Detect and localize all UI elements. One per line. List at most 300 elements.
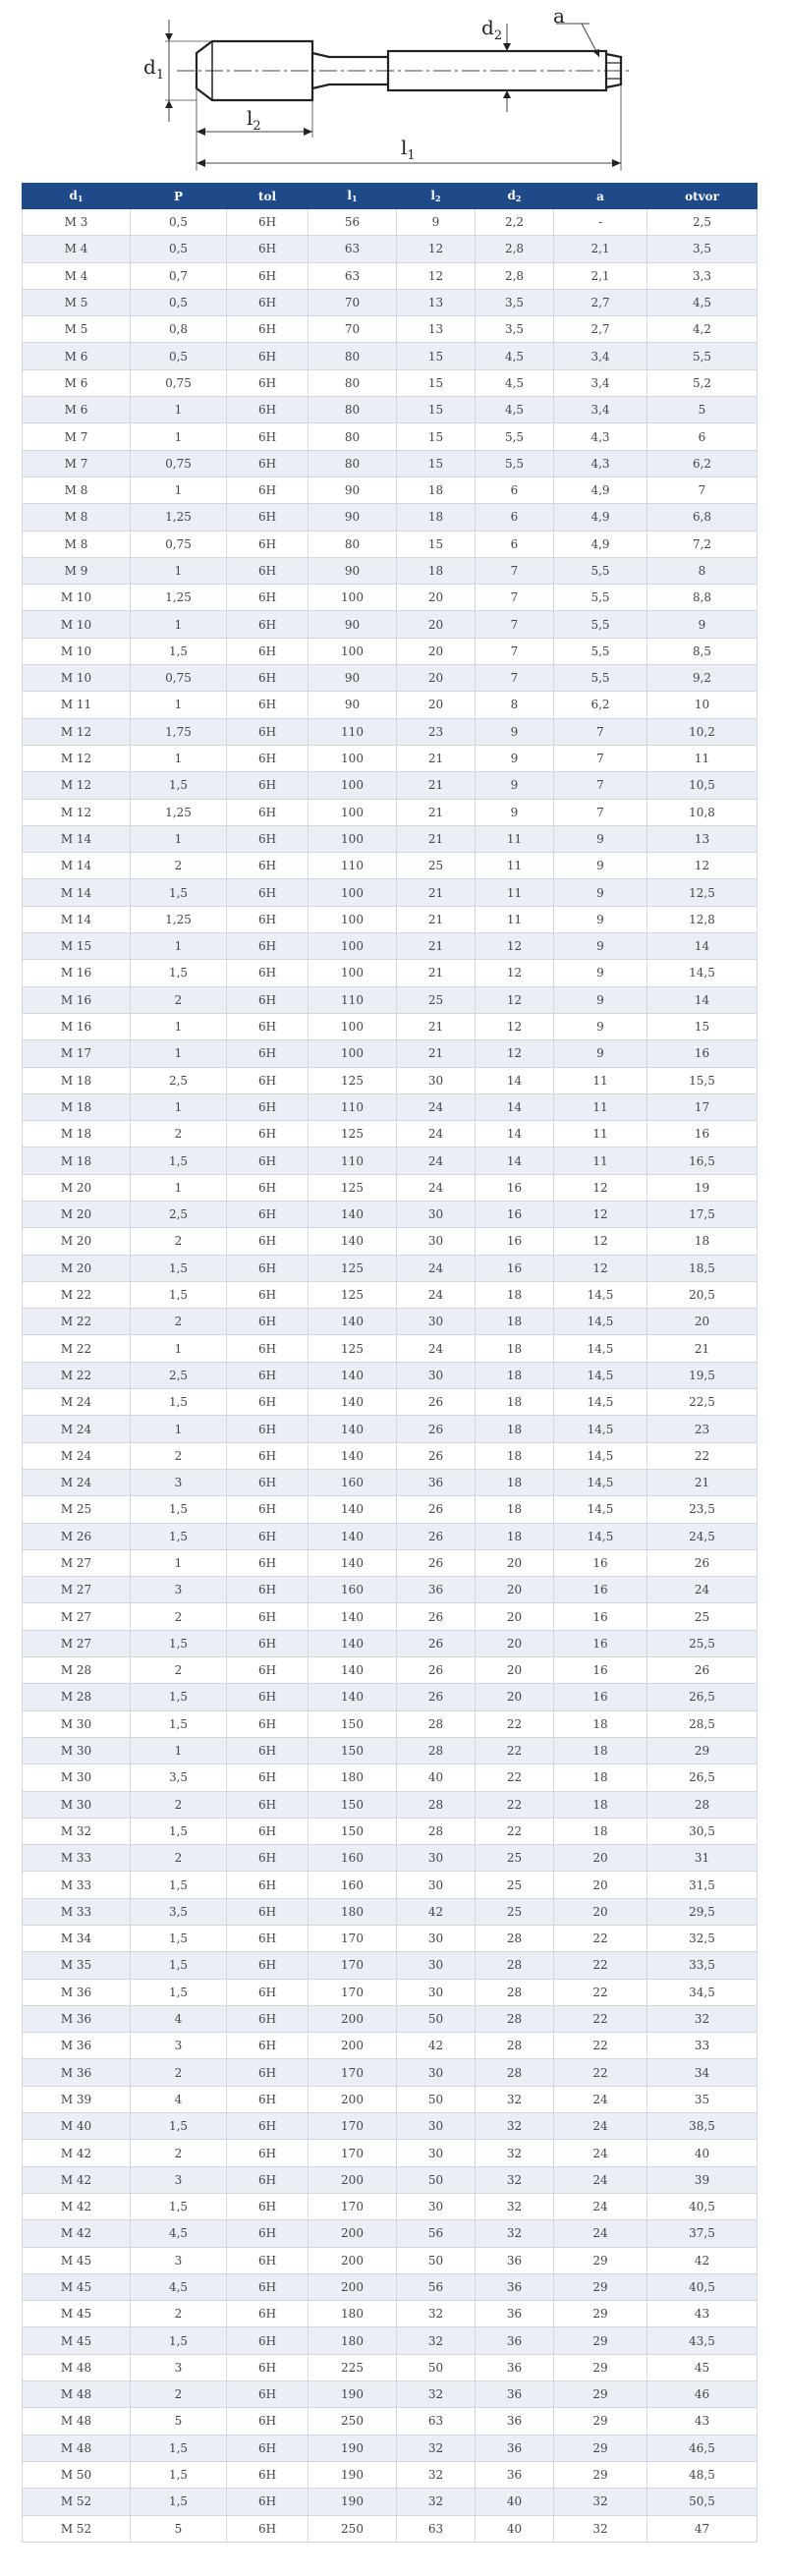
- cell-tol: 6H: [227, 1603, 309, 1630]
- cell-a: 5,5: [554, 638, 647, 664]
- cell-p: 1: [131, 692, 227, 718]
- cell-otvor: 14,5: [647, 960, 758, 986]
- cell-d1: M 36: [23, 2059, 131, 2086]
- cell-p: 1: [131, 611, 227, 638]
- cell-p: 3: [131, 2247, 227, 2273]
- cell-otvor: 33: [647, 2033, 758, 2059]
- cell-a: 16: [554, 1657, 647, 1684]
- cell-a: 18: [554, 1737, 647, 1764]
- cell-a: 29: [554, 2354, 647, 2380]
- cell-d1: M 34: [23, 1926, 131, 1952]
- cell-a: 2,1: [554, 262, 647, 289]
- cell-d2: 2,8: [476, 236, 554, 262]
- cell-l2: 30: [397, 1979, 476, 2005]
- cell-tol: 6H: [227, 1469, 309, 1495]
- cell-l2: 21: [397, 1040, 476, 1067]
- cell-d1: M 33: [23, 1898, 131, 1925]
- cell-d1: M 20: [23, 1228, 131, 1255]
- table-header-row: [23, 184, 758, 209]
- cell-l1: 140: [309, 1201, 397, 1227]
- cell-p: 0,8: [131, 316, 227, 343]
- cell-l2: 21: [397, 825, 476, 852]
- cell-otvor: 24,5: [647, 1523, 758, 1549]
- table-row: [23, 1523, 758, 1549]
- cell-l2: 24: [397, 1174, 476, 1201]
- cell-a: 16: [554, 1577, 647, 1603]
- cell-tol: 6H: [227, 585, 309, 611]
- cell-tol: 6H: [227, 289, 309, 315]
- cell-d2: 3,5: [476, 289, 554, 315]
- cell-p: 0,75: [131, 665, 227, 692]
- cell-l1: 170: [309, 1979, 397, 2005]
- cell-l1: 140: [309, 1630, 397, 1656]
- cell-l2: 32: [397, 2435, 476, 2461]
- cell-l2: 15: [397, 531, 476, 557]
- cell-a: 29: [554, 2435, 647, 2461]
- cell-l1: 90: [309, 665, 397, 692]
- cell-a: 11: [554, 1148, 647, 1174]
- cell-d2: 7: [476, 557, 554, 584]
- cell-l2: 50: [397, 2354, 476, 2380]
- cell-d1: M 48: [23, 2381, 131, 2408]
- cell-otvor: 22: [647, 1442, 758, 1469]
- cell-tol: 6H: [227, 2273, 309, 2300]
- table-row: [23, 1791, 758, 1818]
- column-header-p: P: [131, 184, 227, 209]
- cell-d1: M 24: [23, 1389, 131, 1416]
- cell-l2: 18: [397, 476, 476, 503]
- table-row: [23, 1657, 758, 1684]
- cell-d1: M 10: [23, 585, 131, 611]
- cell-p: 1: [131, 933, 227, 960]
- cell-tol: 6H: [227, 2220, 309, 2247]
- cell-l2: 28: [397, 1737, 476, 1764]
- cell-d2: 3,5: [476, 316, 554, 343]
- cell-a: 2,7: [554, 316, 647, 343]
- cell-otvor: 19: [647, 1174, 758, 1201]
- cell-p: 1,5: [131, 2461, 227, 2488]
- cell-p: 1,5: [131, 1872, 227, 1898]
- cell-a: 14,5: [554, 1335, 647, 1362]
- cell-otvor: 19,5: [647, 1362, 758, 1388]
- cell-d2: 11: [476, 879, 554, 906]
- cell-d2: 28: [476, 1952, 554, 1979]
- cell-p: 2: [131, 853, 227, 879]
- cell-tol: 6H: [227, 2247, 309, 2273]
- cell-p: 1: [131, 557, 227, 584]
- cell-d2: 9: [476, 745, 554, 771]
- cell-l2: 30: [397, 1845, 476, 1872]
- cell-l1: 90: [309, 692, 397, 718]
- cell-l2: 26: [397, 1416, 476, 1442]
- cell-p: 1,5: [131, 2489, 227, 2515]
- cell-d1: M 45: [23, 2327, 131, 2354]
- table-row: [23, 1603, 758, 1630]
- table-row: [23, 1442, 758, 1469]
- cell-d1: M 36: [23, 2005, 131, 2032]
- cell-d2: 32: [476, 2086, 554, 2112]
- cell-l2: 15: [397, 343, 476, 369]
- cell-a: 9: [554, 853, 647, 879]
- cell-l2: 24: [397, 1148, 476, 1174]
- column-header-d1: $d_1$: [23, 184, 131, 209]
- cell-d2: 36: [476, 2381, 554, 2408]
- cell-tol: 6H: [227, 1845, 309, 1872]
- cell-tol: 6H: [227, 2193, 309, 2219]
- cell-p: 4,5: [131, 2273, 227, 2300]
- cell-l1: 63: [309, 236, 397, 262]
- cell-d2: 28: [476, 2059, 554, 2086]
- cell-d1: M 42: [23, 2193, 131, 2219]
- table-row: [23, 1067, 758, 1093]
- cell-a: 14,5: [554, 1442, 647, 1469]
- cell-p: 2,5: [131, 1067, 227, 1093]
- cell-l1: 190: [309, 2435, 397, 2461]
- cell-tol: 6H: [227, 906, 309, 932]
- cell-d2: 25: [476, 1872, 554, 1898]
- cell-d1: M 42: [23, 2140, 131, 2166]
- cell-otvor: 35: [647, 2086, 758, 2112]
- table-row: [23, 2193, 758, 2219]
- cell-p: 1: [131, 825, 227, 852]
- cell-a: 22: [554, 2005, 647, 2032]
- cell-otvor: 40,5: [647, 2273, 758, 2300]
- cell-tol: 6H: [227, 665, 309, 692]
- cell-p: 1,5: [131, 960, 227, 986]
- cell-p: 0,5: [131, 236, 227, 262]
- cell-p: 1,5: [131, 2327, 227, 2354]
- cell-l2: 63: [397, 2515, 476, 2542]
- cell-d1: M 16: [23, 1013, 131, 1039]
- cell-l2: 26: [397, 1549, 476, 1576]
- cell-l1: 200: [309, 2247, 397, 2273]
- cell-p: 1: [131, 1174, 227, 1201]
- cell-l1: 100: [309, 960, 397, 986]
- cell-l2: 26: [397, 1523, 476, 1549]
- cell-d2: 25: [476, 1898, 554, 1925]
- cell-tol: 6H: [227, 1174, 309, 1201]
- cell-l2: 24: [397, 1121, 476, 1148]
- table-row: [23, 1093, 758, 1120]
- cell-p: 5: [131, 2515, 227, 2542]
- cell-tol: 6H: [227, 960, 309, 986]
- cell-d2: 18: [476, 1309, 554, 1335]
- cell-l2: 40: [397, 1764, 476, 1791]
- cell-tol: 6H: [227, 531, 309, 557]
- table-row: [23, 1630, 758, 1656]
- cell-tol: 6H: [227, 1496, 309, 1523]
- cell-p: 0,75: [131, 450, 227, 476]
- cell-l2: 21: [397, 933, 476, 960]
- cell-l1: 100: [309, 638, 397, 664]
- cell-l1: 110: [309, 853, 397, 879]
- cell-l2: 21: [397, 906, 476, 932]
- cell-a: 9: [554, 960, 647, 986]
- cell-p: 1,5: [131, 1952, 227, 1979]
- cell-tol: 6H: [227, 1228, 309, 1255]
- table-row: [23, 2113, 758, 2140]
- cell-l1: 56: [309, 209, 397, 236]
- cell-a: 5,5: [554, 665, 647, 692]
- cell-l2: 21: [397, 799, 476, 825]
- cell-a: 20: [554, 1872, 647, 1898]
- cell-l2: 24: [397, 1255, 476, 1281]
- table-row: [23, 316, 758, 343]
- cell-tol: 6H: [227, 1335, 309, 1362]
- cell-tol: 6H: [227, 2059, 309, 2086]
- cell-otvor: 28,5: [647, 1710, 758, 1737]
- cell-otvor: 39: [647, 2166, 758, 2193]
- column-header-a: a: [554, 184, 647, 209]
- cell-l2: 23: [397, 718, 476, 745]
- cell-p: 1,5: [131, 1496, 227, 1523]
- table-row: [23, 531, 758, 557]
- cell-l2: 30: [397, 1309, 476, 1335]
- cell-a: 3,4: [554, 343, 647, 369]
- cell-tol: 6H: [227, 1148, 309, 1174]
- cell-d2: 32: [476, 2113, 554, 2140]
- cell-otvor: 43: [647, 2301, 758, 2327]
- cell-l2: 28: [397, 1710, 476, 1737]
- cell-tol: 6H: [227, 2005, 309, 2032]
- cell-l2: 36: [397, 1469, 476, 1495]
- cell-otvor: 16: [647, 1040, 758, 1067]
- cell-l2: 56: [397, 2273, 476, 2300]
- cell-a: 4,3: [554, 450, 647, 476]
- cell-d1: M 28: [23, 1684, 131, 1710]
- cell-p: 3: [131, 1469, 227, 1495]
- cell-otvor: 10,2: [647, 718, 758, 745]
- cell-tol: 6H: [227, 1201, 309, 1227]
- cell-p: 0,7: [131, 262, 227, 289]
- cell-tol: 6H: [227, 1791, 309, 1818]
- cell-l2: 32: [397, 2461, 476, 2488]
- table-row: [23, 1549, 758, 1576]
- cell-otvor: 8: [647, 557, 758, 584]
- cell-d2: 7: [476, 665, 554, 692]
- cell-tol: 6H: [227, 692, 309, 718]
- table-row: [23, 879, 758, 906]
- cell-p: 1,25: [131, 504, 227, 531]
- cell-tol: 6H: [227, 316, 309, 343]
- cell-otvor: 30,5: [647, 1818, 758, 1844]
- table-row: [23, 2033, 758, 2059]
- cell-l1: 140: [309, 1496, 397, 1523]
- cell-otvor: 23,5: [647, 1496, 758, 1523]
- table-row: [23, 1684, 758, 1710]
- cell-d2: 22: [476, 1764, 554, 1791]
- cell-d2: 4,5: [476, 369, 554, 396]
- cell-d1: M 5: [23, 316, 131, 343]
- cell-d2: 11: [476, 825, 554, 852]
- table-row: [23, 2381, 758, 2408]
- cell-l1: 180: [309, 1764, 397, 1791]
- cell-a: 14,5: [554, 1469, 647, 1495]
- cell-otvor: 34,5: [647, 1979, 758, 2005]
- cell-l2: 28: [397, 1818, 476, 1844]
- cell-a: 20: [554, 1898, 647, 1925]
- cell-p: 1,25: [131, 585, 227, 611]
- cell-otvor: 9: [647, 611, 758, 638]
- table-row: [23, 665, 758, 692]
- cell-p: 3: [131, 2166, 227, 2193]
- cell-tol: 6H: [227, 1684, 309, 1710]
- cell-otvor: 46: [647, 2381, 758, 2408]
- cell-l1: 90: [309, 557, 397, 584]
- column-header-otvor: otvor: [647, 184, 758, 209]
- cell-tol: 6H: [227, 1657, 309, 1684]
- cell-p: 3,5: [131, 1898, 227, 1925]
- cell-p: 1,5: [131, 1523, 227, 1549]
- cell-otvor: 21: [647, 1335, 758, 1362]
- tap-outline-diagram: [0, 0, 786, 183]
- cell-otvor: 3,3: [647, 262, 758, 289]
- cell-a: 4,9: [554, 476, 647, 503]
- cell-a: 24: [554, 2166, 647, 2193]
- cell-d2: 20: [476, 1684, 554, 1710]
- cell-p: 2,5: [131, 1362, 227, 1388]
- cell-tol: 6H: [227, 423, 309, 450]
- table-row: [23, 450, 758, 476]
- cell-l1: 200: [309, 2086, 397, 2112]
- cell-tol: 6H: [227, 1523, 309, 1549]
- cell-otvor: 5,5: [647, 343, 758, 369]
- cell-d2: 12: [476, 960, 554, 986]
- table-row: [23, 2140, 758, 2166]
- cell-d1: M 52: [23, 2515, 131, 2542]
- cell-p: 2: [131, 986, 227, 1013]
- cell-d1: M 12: [23, 772, 131, 799]
- table-row: [23, 2301, 758, 2327]
- cell-tol: 6H: [227, 2113, 309, 2140]
- cell-otvor: 18,5: [647, 1255, 758, 1281]
- cell-l1: 90: [309, 476, 397, 503]
- cell-l2: 32: [397, 2381, 476, 2408]
- cell-l1: 100: [309, 933, 397, 960]
- cell-d2: 36: [476, 2461, 554, 2488]
- table-row: [23, 2220, 758, 2247]
- cell-a: 2,7: [554, 289, 647, 315]
- table-row: [23, 1416, 758, 1442]
- table-row: [23, 2247, 758, 2273]
- cell-d1: M 8: [23, 476, 131, 503]
- cell-l2: 20: [397, 665, 476, 692]
- a-dimension-label: a: [553, 4, 565, 28]
- cell-otvor: 17,5: [647, 1201, 758, 1227]
- cell-otvor: 17: [647, 1093, 758, 1120]
- cell-d2: 16: [476, 1201, 554, 1227]
- cell-l2: 25: [397, 986, 476, 1013]
- cell-d1: M 27: [23, 1630, 131, 1656]
- cell-tol: 6H: [227, 504, 309, 531]
- table-row: [23, 2273, 758, 2300]
- cell-a: 5,5: [554, 611, 647, 638]
- cell-l1: 200: [309, 2220, 397, 2247]
- cell-otvor: 40: [647, 2140, 758, 2166]
- table-row: [23, 799, 758, 825]
- cell-d2: 2,8: [476, 262, 554, 289]
- cell-a: 7: [554, 799, 647, 825]
- table-row: [23, 1201, 758, 1227]
- cell-p: 1: [131, 1737, 227, 1764]
- cell-l1: 80: [309, 531, 397, 557]
- cell-p: 1: [131, 745, 227, 771]
- cell-p: 4,5: [131, 2220, 227, 2247]
- cell-d2: 36: [476, 2435, 554, 2461]
- cell-a: 7: [554, 772, 647, 799]
- cell-d1: M 48: [23, 2435, 131, 2461]
- cell-p: 0,5: [131, 289, 227, 315]
- cell-d1: M 45: [23, 2273, 131, 2300]
- cell-tol: 6H: [227, 825, 309, 852]
- cell-a: 9: [554, 986, 647, 1013]
- cell-l1: 190: [309, 2489, 397, 2515]
- cell-a: 9: [554, 1013, 647, 1039]
- cell-tol: 6H: [227, 1389, 309, 1416]
- cell-otvor: 33,5: [647, 1952, 758, 1979]
- cell-tol: 6H: [227, 1952, 309, 1979]
- cell-d1: M 30: [23, 1764, 131, 1791]
- cell-otvor: 31: [647, 1845, 758, 1872]
- cell-l1: 100: [309, 772, 397, 799]
- cell-l2: 30: [397, 2059, 476, 2086]
- cell-d2: 18: [476, 1442, 554, 1469]
- cell-otvor: 42: [647, 2247, 758, 2273]
- cell-tol: 6H: [227, 772, 309, 799]
- cell-l2: 30: [397, 1926, 476, 1952]
- cell-tol: 6H: [227, 2408, 309, 2435]
- cell-tol: 6H: [227, 397, 309, 423]
- cell-otvor: 3,5: [647, 236, 758, 262]
- cell-l1: 225: [309, 2354, 397, 2380]
- cell-l1: 80: [309, 450, 397, 476]
- cell-p: 4: [131, 2086, 227, 2112]
- cell-tol: 6H: [227, 1577, 309, 1603]
- cell-otvor: 9,2: [647, 665, 758, 692]
- cell-p: 0,75: [131, 369, 227, 396]
- cell-a: 5,5: [554, 557, 647, 584]
- cell-p: 1,75: [131, 718, 227, 745]
- cell-a: 29: [554, 2461, 647, 2488]
- cell-p: 1: [131, 397, 227, 423]
- cell-a: 12: [554, 1255, 647, 1281]
- cell-p: 5: [131, 2408, 227, 2435]
- cell-d2: 7: [476, 638, 554, 664]
- cell-d2: 16: [476, 1228, 554, 1255]
- cell-a: 9: [554, 1040, 647, 1067]
- table-row: [23, 1228, 758, 1255]
- cell-d2: 20: [476, 1577, 554, 1603]
- table-row: [23, 1926, 758, 1952]
- cell-a: 14,5: [554, 1362, 647, 1388]
- cell-d1: M 30: [23, 1710, 131, 1737]
- cell-d2: 20: [476, 1549, 554, 1576]
- cell-tol: 6H: [227, 2515, 309, 2542]
- table-row: [23, 2354, 758, 2380]
- cell-l2: 30: [397, 1228, 476, 1255]
- cell-d2: 18: [476, 1335, 554, 1362]
- cell-a: 12: [554, 1174, 647, 1201]
- cell-p: 1,5: [131, 1926, 227, 1952]
- cell-d1: M 11: [23, 692, 131, 718]
- cell-a: 2,1: [554, 236, 647, 262]
- cell-tol: 6H: [227, 2086, 309, 2112]
- cell-l1: 140: [309, 1442, 397, 1469]
- cell-a: 3,4: [554, 369, 647, 396]
- cell-tol: 6H: [227, 1442, 309, 1469]
- table-row: [23, 611, 758, 638]
- table-row: [23, 692, 758, 718]
